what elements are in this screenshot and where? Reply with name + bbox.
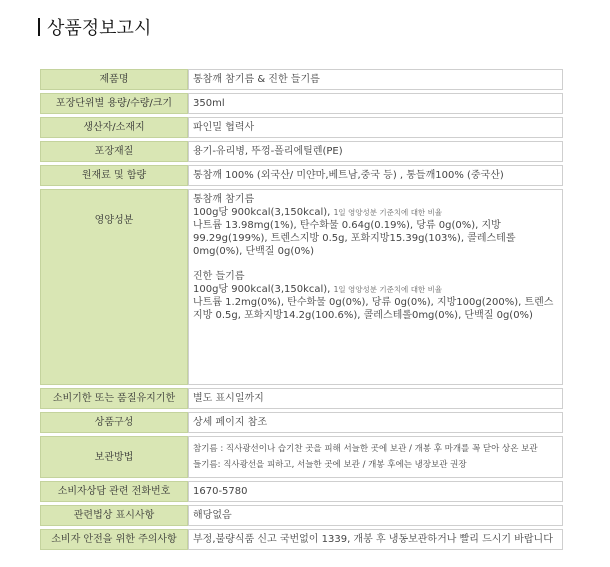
nutrition-product-name: 통참깨 참기름 [193, 194, 255, 205]
row-value: 파인밀 협력사 [188, 117, 563, 138]
table-row [40, 69, 563, 90]
storage-cell [188, 436, 563, 478]
nutrition-cell [188, 189, 563, 385]
nutrition-per: 100g당 900kcal(3,150kcal), [193, 207, 331, 218]
row-value: 용기-유리병, 뚜껑-폴리에틸렌(PE) [188, 141, 563, 162]
row-label: 포장재질 [40, 141, 188, 162]
table-row [40, 388, 563, 409]
table-row [40, 505, 563, 526]
nutrition-block [193, 270, 558, 322]
row-label: 제품명 [40, 69, 188, 90]
nutrition-per-line [193, 283, 558, 296]
row-value: 상세 페이지 참조 [188, 412, 563, 433]
row-value: 1670-5780 [188, 481, 563, 502]
row-value: 별도 표시일까지 [188, 388, 563, 409]
nutrition-body: 나트륨 1.2mg(0%), 탄수화물 0g(0%), 당류 0g(0%), 지방100g(200%), 트렌스지방 0.5g, 포화지방14.2g(100.6%), 콜레스테롤0mg(0%), 단백질 0g(0%) [193, 297, 554, 321]
product-info-table [40, 66, 563, 553]
nutrition-block [193, 193, 558, 258]
table-row [40, 481, 563, 502]
storage-line: 참기름 : 직사광선이나 습기찬 곳을 피해 서늘한 곳에 보관 / 개봉 후 마개를 꼭 닫아 상온 보관 [193, 443, 538, 454]
table-row [40, 141, 563, 162]
row-label: 소비자상담 관련 전화번호 [40, 481, 188, 502]
row-value: 350ml [188, 93, 563, 114]
title-bar-divider [38, 18, 40, 36]
row-label: 포장단위별 용량/수량/크기 [40, 93, 188, 114]
row-label: 영양성분 [40, 189, 188, 385]
row-label: 원재료 및 함량 [40, 165, 188, 186]
row-value: 통참깨 참기름 & 진한 들기름 [188, 69, 563, 90]
storage-line: 들기름: 직사광선을 피하고, 서늘한 곳에 보관 / 개봉 후에는 냉장보관 권장 [193, 459, 467, 470]
table-row-storage [40, 436, 563, 478]
row-label: 상품구성 [40, 412, 188, 433]
row-label: 생산자/소재지 [40, 117, 188, 138]
nutrition-body: 나트륨 13.98mg(1%), 탄수화물 0.64g(0.19%), 당류 0g(0%), 지방 99.29g(199%), 트렌스지방 0.5g, 포화지방15.39g(103%), 콜레스테롤 0mg(0%), 단백질 0g(0%) [193, 220, 516, 257]
row-value: 부정,불량식품 신고 국번없이 1339, 개봉 후 냉동보관하거나 빨리 드시기 바랍니다 [188, 529, 563, 550]
nutrition-note: 1일 영양성분 기준치에 대한 비율 [333, 285, 443, 294]
table-row [40, 165, 563, 186]
section-title-text: 상품정보고시 [47, 18, 152, 39]
nutrition-product-name: 진한 들기름 [193, 271, 245, 282]
nutrition-per-line [193, 206, 558, 219]
row-label: 소비자 안전을 위한 주의사항 [40, 529, 188, 550]
nutrition-note: 1일 영양성분 기준치에 대한 비율 [333, 208, 443, 217]
row-label: 보관방법 [40, 436, 188, 478]
section-title [38, 14, 151, 40]
nutrition-per: 100g당 900kcal(3,150kcal), [193, 284, 331, 295]
row-label: 관련법상 표시사항 [40, 505, 188, 526]
table-row-nutrition [40, 189, 563, 385]
table-row [40, 93, 563, 114]
table-row [40, 412, 563, 433]
row-value: 통참깨 100% (외국산/ 미얀마,베트남,중국 등) , 통들깨100% (중국산) [188, 165, 563, 186]
table-row [40, 529, 563, 550]
row-label: 소비기한 또는 품질유지기한 [40, 388, 188, 409]
table-row [40, 117, 563, 138]
row-value: 해당없음 [188, 505, 563, 526]
